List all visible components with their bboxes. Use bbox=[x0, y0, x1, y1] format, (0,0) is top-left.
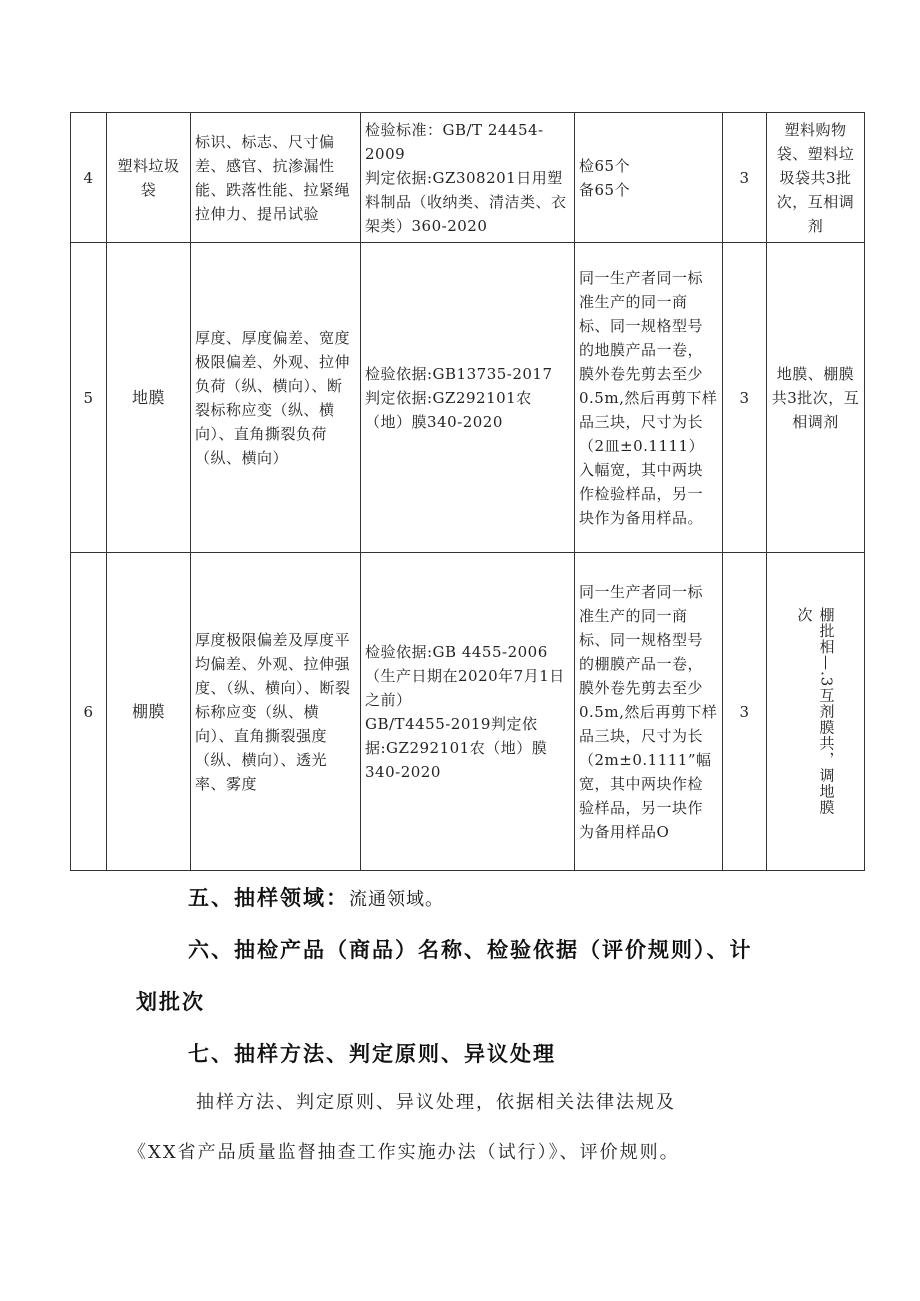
remark-cell bbox=[767, 553, 865, 871]
table-row bbox=[71, 113, 865, 243]
batch-count: 3 bbox=[723, 243, 767, 553]
row-number: 4 bbox=[71, 113, 107, 243]
section-5-title: 五、抽样领域： bbox=[188, 886, 349, 910]
row-number: 5 bbox=[71, 243, 107, 553]
batch-count: 3 bbox=[723, 113, 767, 243]
table-row bbox=[71, 243, 865, 553]
sample-quantity: 检65个 备65个 bbox=[575, 113, 723, 243]
sample-quantity: 同一生产者同一标准生产的同一商标、同一规格型号的棚膜产品一卷，膜外卷先剪去至少0.5m,然后再剪下样品三块，尺寸为长（2m±0.1111”幅宽，其中两块作检验样品，另一块作为备用样品O bbox=[575, 553, 723, 871]
inspection-items: 厚度、厚度偏差、宽度极限偏差、外观、拉伸负荷（纵、横向）、断裂标称应变（纵、横向）、直角撕裂负荷（纵、横向） bbox=[191, 243, 361, 553]
remark: 塑料购物袋、塑料垃圾袋共3批次，互相调剂 bbox=[767, 113, 865, 243]
product-name: 棚膜 bbox=[107, 553, 191, 871]
section-5-heading bbox=[188, 882, 444, 912]
section-6-heading-line1: 六、抽检产品（商品）名称、检验依据（评价规则）、计 bbox=[188, 938, 753, 962]
table-row bbox=[71, 553, 865, 871]
inspection-basis: 检验标准：GB/T 24454-2009 判定依据:GZ308201日用塑料制品（收纳类、清洁类、衣架类）360-2020 bbox=[361, 113, 575, 243]
inspection-items: 厚度极限偏差及厚度平均偏差、外观、拉伸强度、（纵、横向）、断裂标称应变（纵、横向）、直角撕裂强度（纵、横向）、透光率、雾度 bbox=[191, 553, 361, 871]
row-number: 6 bbox=[71, 553, 107, 871]
inspection-basis: 检验依据:GB 4455-2006（生产日期在2020年7月1日之前） GB/T4455-2019判定依据:GZ292101农（地）膜340-2020 bbox=[361, 553, 575, 871]
product-name: 地膜 bbox=[107, 243, 191, 553]
batch-count: 3 bbox=[723, 553, 767, 871]
section-5-value: 流通领域。 bbox=[349, 889, 444, 910]
section-7-heading: 七、抽样方法、判定原则、异议处理 bbox=[188, 1042, 556, 1066]
inspection-items: 标识、标志、尺寸偏差、感官、抗渗漏性能、跌落性能、拉紧绳拉伸力、提吊试验 bbox=[191, 113, 361, 243]
inspection-basis: 检验依据:GB13735-2017 判定依据:GZ292101农（地）膜340-2020 bbox=[361, 243, 575, 553]
section-7-paragraph-line1: 抽样方法、判定原则、异议处理，依据相关法律法规及 bbox=[196, 1092, 676, 1113]
section-7-paragraph-line2: 《XX省产品质量监督抽查工作实施办法（试行）》、评价规则。 bbox=[128, 1142, 680, 1163]
sampling-plan-table bbox=[70, 112, 865, 871]
remark: 棚批相—.3互剂膜共，调地膜次 bbox=[795, 606, 836, 815]
sample-quantity: 同一生产者同一标准生产的同一商标、同一规格型号的地膜产品一卷，膜外卷先剪去至少0.5m,然后再剪下样品三块，尺寸为长（2皿±0.1111）入幅宽，其中两块作检验样品，另一块作为备用样品。 bbox=[575, 243, 723, 553]
remark: 地膜、棚膜共3批次，互相调剂 bbox=[767, 243, 865, 553]
product-name: 塑料垃圾袋 bbox=[107, 113, 191, 243]
section-6-heading-line2: 划批次 bbox=[136, 990, 205, 1014]
